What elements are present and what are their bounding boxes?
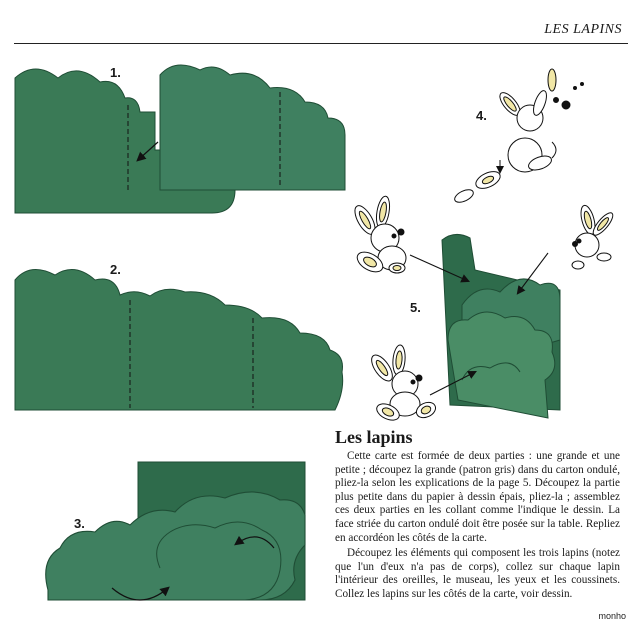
step3-figure	[46, 462, 305, 600]
step2-figure	[15, 270, 343, 410]
step-label-3: 3.	[74, 516, 85, 531]
step1-small-panel	[160, 65, 345, 190]
step-label-1: 1.	[110, 65, 121, 80]
bunny-illustration-right	[572, 204, 616, 269]
article-title: Les lapins	[335, 427, 413, 447]
ear-part	[548, 69, 556, 91]
watermark: monho	[598, 611, 626, 621]
step-label-5: 5.	[410, 300, 421, 315]
step2-panel	[15, 270, 343, 410]
section-title: LES LAPINS	[544, 22, 622, 37]
step4-bunny-parts	[453, 69, 584, 205]
bunny-illustration-bottom	[368, 345, 438, 424]
article-paragraph-2: Découpez les éléments qui composent les trois lapins (notez que l'un d'eux n'a pas de corps), collez sur chaque lapin l'intérieur des oreilles, le museau, les yeux et les coussinets. Collez les lapins sur les côtés de la carte, voir dessin.	[335, 547, 620, 600]
article-body	[335, 450, 620, 602]
step-label-2: 2.	[110, 262, 121, 277]
step5-figure	[410, 234, 560, 418]
step-label-4: 4.	[476, 108, 487, 123]
bunny-illustration-left	[351, 195, 406, 276]
article-paragraph-1: Cette carte est formée de deux parties : une grande et une petite ; découpez la grande (patron gris) dans du carton ondulé, pliez-la selon les explications de la page 5. Découpez la partie plus petite dans du papier à dessin épais, pliez-la ; assemblez ces deux parties en les collant comme l'indique le dessin. La face striée du carton ondulé doit être posée sur la table. Repliez en accordéon les côtés de la carte.	[335, 450, 620, 544]
step1-figure	[15, 65, 345, 213]
